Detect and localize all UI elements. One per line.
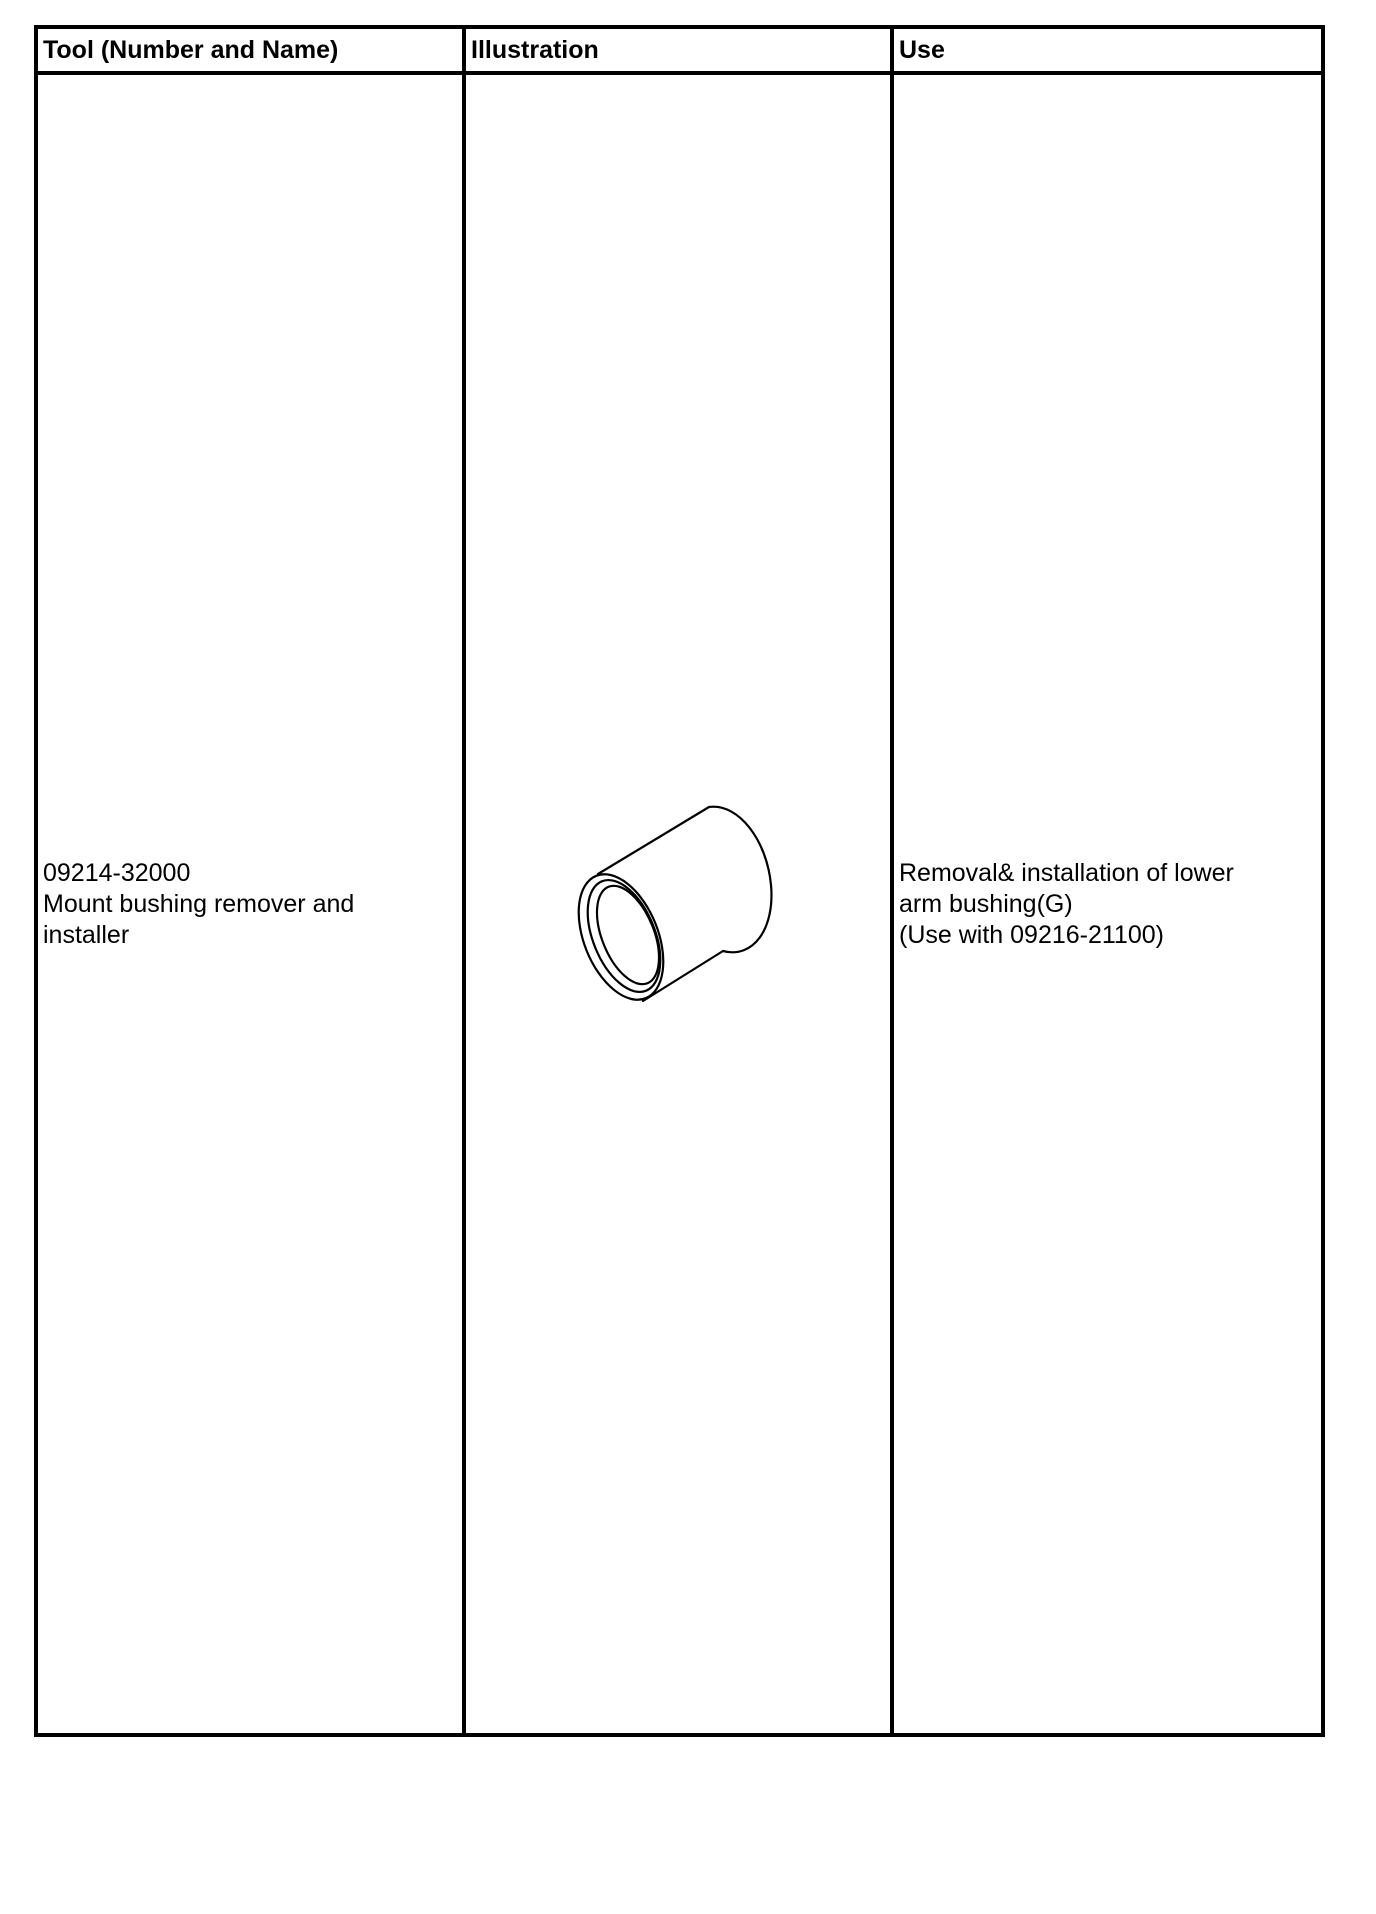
header-illustration: Illustration — [466, 29, 894, 75]
tool-name-line-2: installer — [43, 920, 130, 949]
tool-cell — [38, 75, 466, 1733]
use-text — [894, 858, 1321, 951]
illustration-cell — [466, 75, 894, 1733]
tool-text — [38, 858, 462, 951]
header-tool-number-and-name: Tool (Number and Name) — [38, 29, 466, 75]
use-cell — [894, 75, 1321, 1733]
bushing-sleeve-icon — [563, 789, 793, 1019]
header-use: Use — [894, 29, 1321, 75]
use-line-3: (Use with 09216-21100) — [899, 920, 1164, 949]
use-line-2: arm bushing(G) — [899, 889, 1073, 918]
use-line-1: Removal& installation of lower — [899, 858, 1234, 887]
tool-name-line-1: Mount bushing remover and — [43, 889, 355, 918]
special-tool-table — [34, 25, 1325, 1737]
tool-number: 09214-32000 — [43, 858, 191, 887]
